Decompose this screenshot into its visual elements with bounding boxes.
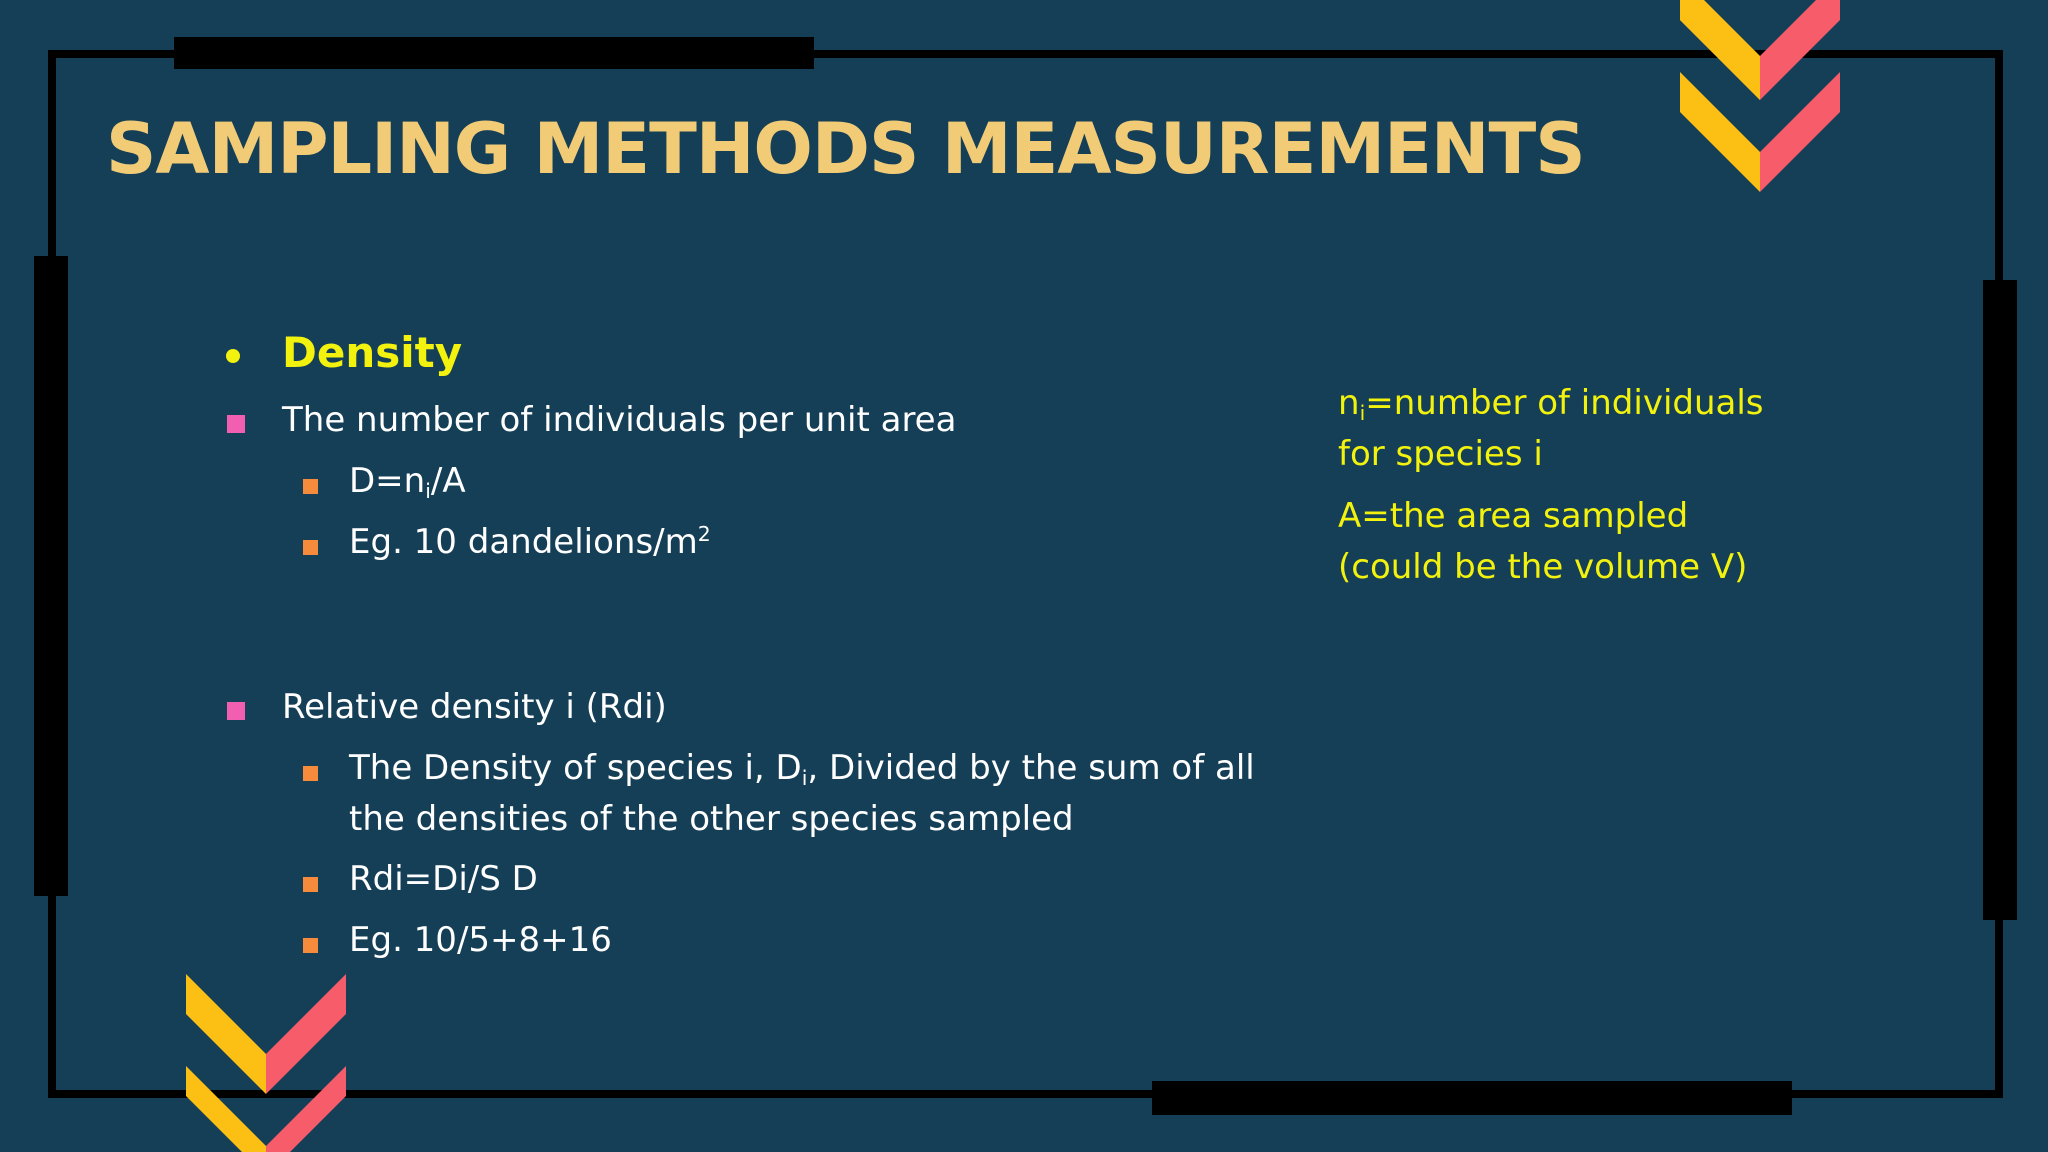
bullet-dot-icon xyxy=(226,349,240,363)
relative-density-formula: Rdi=Di/S D xyxy=(349,859,538,899)
chevron-decoration-icon xyxy=(186,970,346,1152)
density-formula: $D=n_i/A$ xyxy=(349,461,466,504)
relative-density-description-line2: the densities of the other species sampled xyxy=(349,799,1074,839)
bullet-square-icon xyxy=(227,702,245,720)
density-example: Eg. 10 dandelions/$m^2$ xyxy=(349,522,711,563)
frame-accent-bar-top xyxy=(174,37,814,69)
frame-accent-bar-left xyxy=(34,256,68,896)
relative-density-heading: Relative density i (Rdi) xyxy=(282,687,667,727)
note-ni-definition: $n_i=number$ of individuals xyxy=(1338,383,1764,426)
bullet-square-icon xyxy=(303,479,318,494)
note-area-definition: A=the area sampled xyxy=(1338,496,1689,536)
bullet-square-icon xyxy=(303,938,318,953)
bullet-square-icon xyxy=(303,766,318,781)
slide-title: SAMPLING METHODS MEASUREMENTS xyxy=(106,108,1585,190)
relative-density-example: Eg. 10/5+8+16 xyxy=(349,920,612,960)
density-definition: The number of individuals per unit area xyxy=(282,400,957,440)
bullet-square-icon xyxy=(227,415,245,433)
note-ni-definition-cont: for species i xyxy=(1338,434,1543,474)
frame-accent-bar-right xyxy=(1983,280,2017,920)
note-area-definition-cont: (could be the volume V) xyxy=(1338,547,1748,587)
bullet-square-icon xyxy=(303,877,318,892)
relative-density-description-line1: The Density of species i, $D_i$, Divided by the sum of all xyxy=(349,748,1255,791)
bullet-square-icon xyxy=(303,540,318,555)
section-heading-density: Density xyxy=(282,328,463,377)
chevron-decoration-icon xyxy=(1680,0,1840,200)
frame-accent-bar-bottom xyxy=(1152,1081,1792,1115)
